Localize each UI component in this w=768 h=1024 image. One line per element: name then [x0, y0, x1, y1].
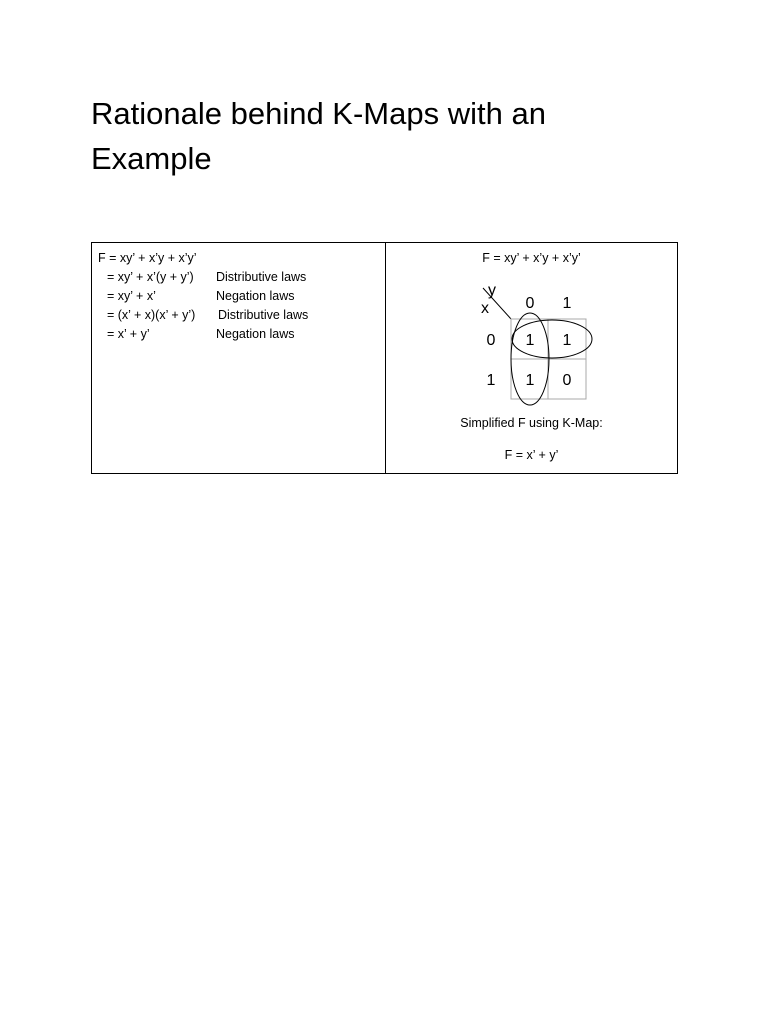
- kmap-caption: Simplified F using K-Map:: [460, 416, 603, 430]
- kmap-row-header-0: 0: [486, 332, 496, 349]
- algebraic-derivation-cell: [92, 243, 386, 473]
- derivation-step-5: = x’ + y’: [107, 327, 150, 341]
- kmap-cell-11: 0: [562, 372, 572, 389]
- derivation-law-3: Negation laws: [216, 289, 295, 303]
- kmap-cell: [386, 243, 677, 473]
- title-line-2: Example: [91, 141, 212, 176]
- kmap-row-var: x: [481, 300, 489, 317]
- title-line-1: Rationale behind K-Maps with an: [91, 96, 546, 131]
- derivation-law-2: Distributive laws: [216, 270, 307, 284]
- example-table: [91, 242, 678, 474]
- kmap-function: F = xy’ + x’y + x’y’: [482, 251, 581, 265]
- kmap-result: F = x’ + y’: [504, 448, 559, 462]
- derivation-step-1: F = xy’ + x’y + x’y’: [98, 251, 197, 265]
- derivation-step-3: = xy’ + x’: [107, 289, 156, 303]
- derivation-law-5: Negation laws: [216, 327, 295, 341]
- kmap-group-row-0: [512, 320, 592, 358]
- kmap-row-header-1: 1: [486, 372, 496, 389]
- kmap-cell-00: 1: [525, 332, 535, 349]
- page-title: [91, 91, 651, 181]
- derivation-step-2: = xy’ + x’(y + y’): [107, 270, 194, 284]
- kmap-cell-10: 1: [525, 372, 535, 389]
- kmap-cell-01: 1: [562, 332, 572, 349]
- kmap-col-header-1: 1: [562, 295, 572, 312]
- derivation-law-4: Distributive laws: [218, 308, 309, 322]
- kmap-diagram: [386, 273, 677, 433]
- derivation-step-4: = (x’ + x)(x’ + y’): [107, 308, 196, 322]
- kmap-col-var: y: [488, 282, 496, 299]
- kmap-col-header-0: 0: [525, 295, 535, 312]
